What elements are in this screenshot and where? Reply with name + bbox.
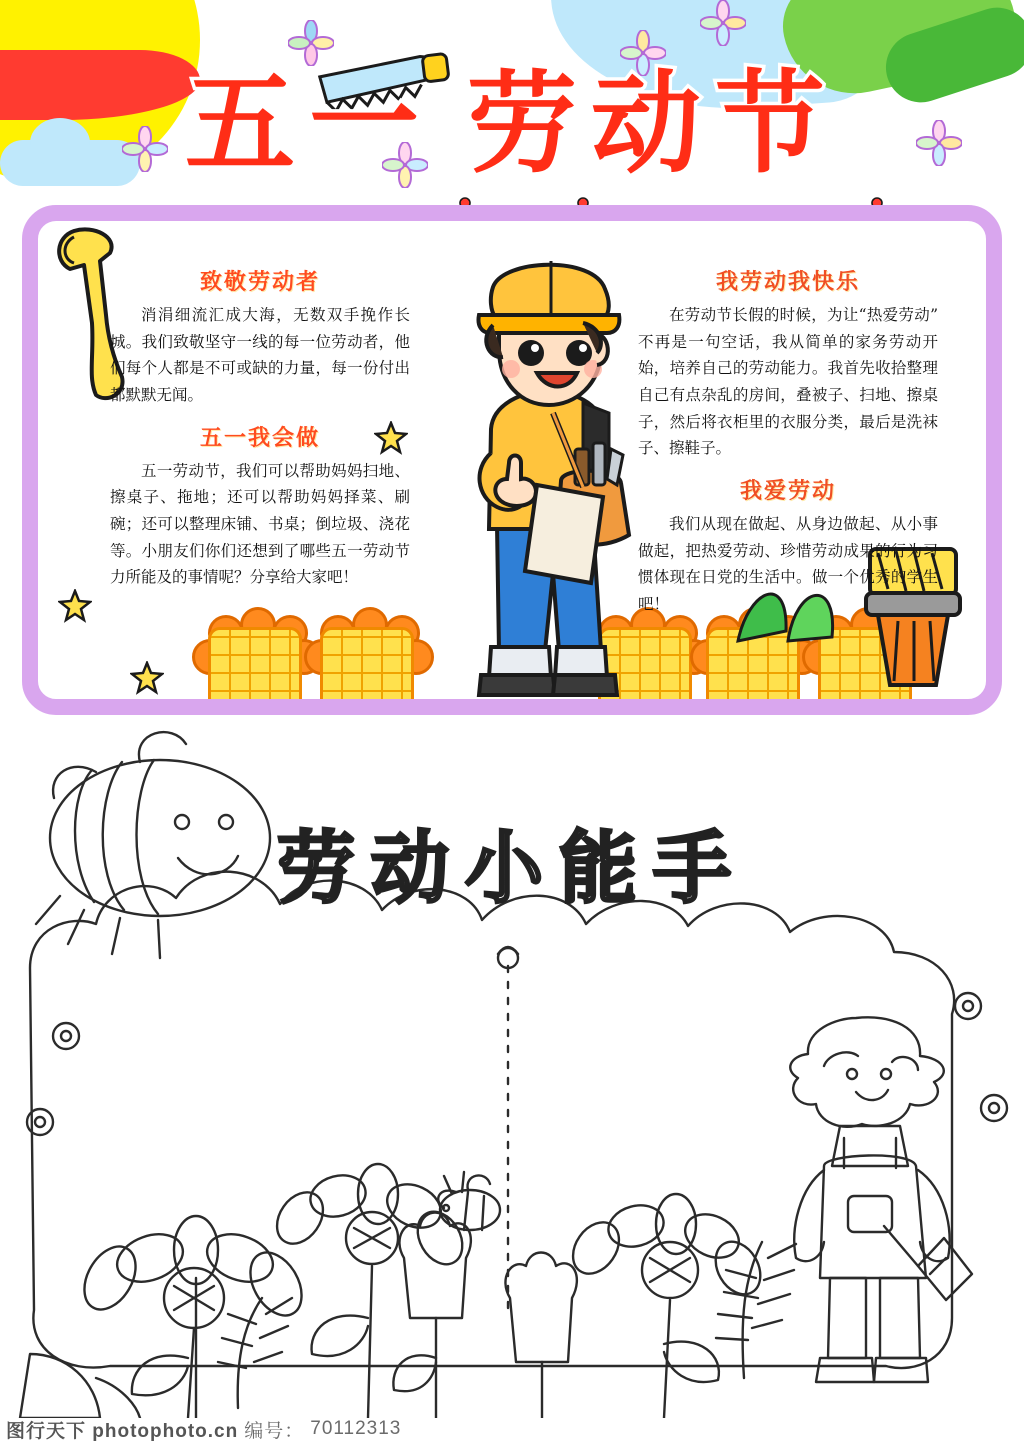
title-char: 五 — [185, 60, 309, 188]
section-title-honor-workers: 致敬劳动者 — [199, 270, 320, 295]
lineart-coloring-section — [0, 718, 1024, 1418]
section-body-honor-workers: 消涓细流汇成大海，无数双手挽作长城。我们致敬坚守一线的每一位劳动者，他们每个人都是不可或缺的力量，每一份付出都默默无闻。 — [110, 306, 410, 404]
main-content-panel — [22, 205, 1002, 715]
watermark-text: 图行天下 photophoto.cn — [6, 1420, 239, 1442]
title-char: 节 — [715, 60, 839, 188]
star-icon — [130, 661, 164, 695]
title-char: 劳 — [467, 60, 591, 188]
right-text-column — [638, 265, 938, 630]
image-id-value: 70112313 — [310, 1418, 402, 1439]
worker-boy-illustration — [433, 253, 663, 699]
header-decoration-band — [0, 0, 1024, 210]
lineart-title: 劳动小能手 — [276, 824, 747, 914]
page-title — [0, 36, 1024, 194]
section-title-what-i-can-do: 五一我会做 — [199, 425, 320, 451]
title-char: 动 — [591, 60, 715, 188]
section-title-i-love-work: 我爱劳动 — [739, 478, 836, 504]
star-icon — [58, 589, 92, 623]
title-char: 一 — [309, 60, 433, 188]
section-body-what-i-can-do: 五一劳动节，我们可以帮助妈妈扫地、擦桌子、拖地；还可以帮助妈妈择菜、刷碗；还可以整理床铺、书桌；倒垃圾、浇花等。小朋友们你们还想到了哪些五一劳动节力所能及的事情呢？分享给大家吧！ — [110, 461, 410, 587]
left-text-column — [110, 265, 410, 603]
section-body-i-love-work: 我们从现在做起、从身边做起、从小事做起，把热爱劳动、珍惜劳动成果的行为习惯体现在日党的生活中。做一个优秀的学生吧！ — [638, 514, 938, 613]
section-body-i-work-i-am-happy: 在劳动节长假的时候，为让“热爱劳动”不再是一句空话，我从简单的家务劳动开始，培养自己的劳动能力。我首先收拾整理自己有点杂乱的房间，叠被子、扫地、擦桌子，然后将衣柜里的衣服分类，最后是洗袜子、擦鞋子。 — [638, 306, 938, 458]
image-id-label: 编号： — [244, 1420, 305, 1442]
section-title-i-work-i-am-happy: 我劳动我快乐 — [715, 270, 860, 295]
footer-watermark — [0, 1414, 1024, 1444]
sunflower-icon — [188, 609, 316, 699]
sunflower-icon — [300, 609, 428, 699]
